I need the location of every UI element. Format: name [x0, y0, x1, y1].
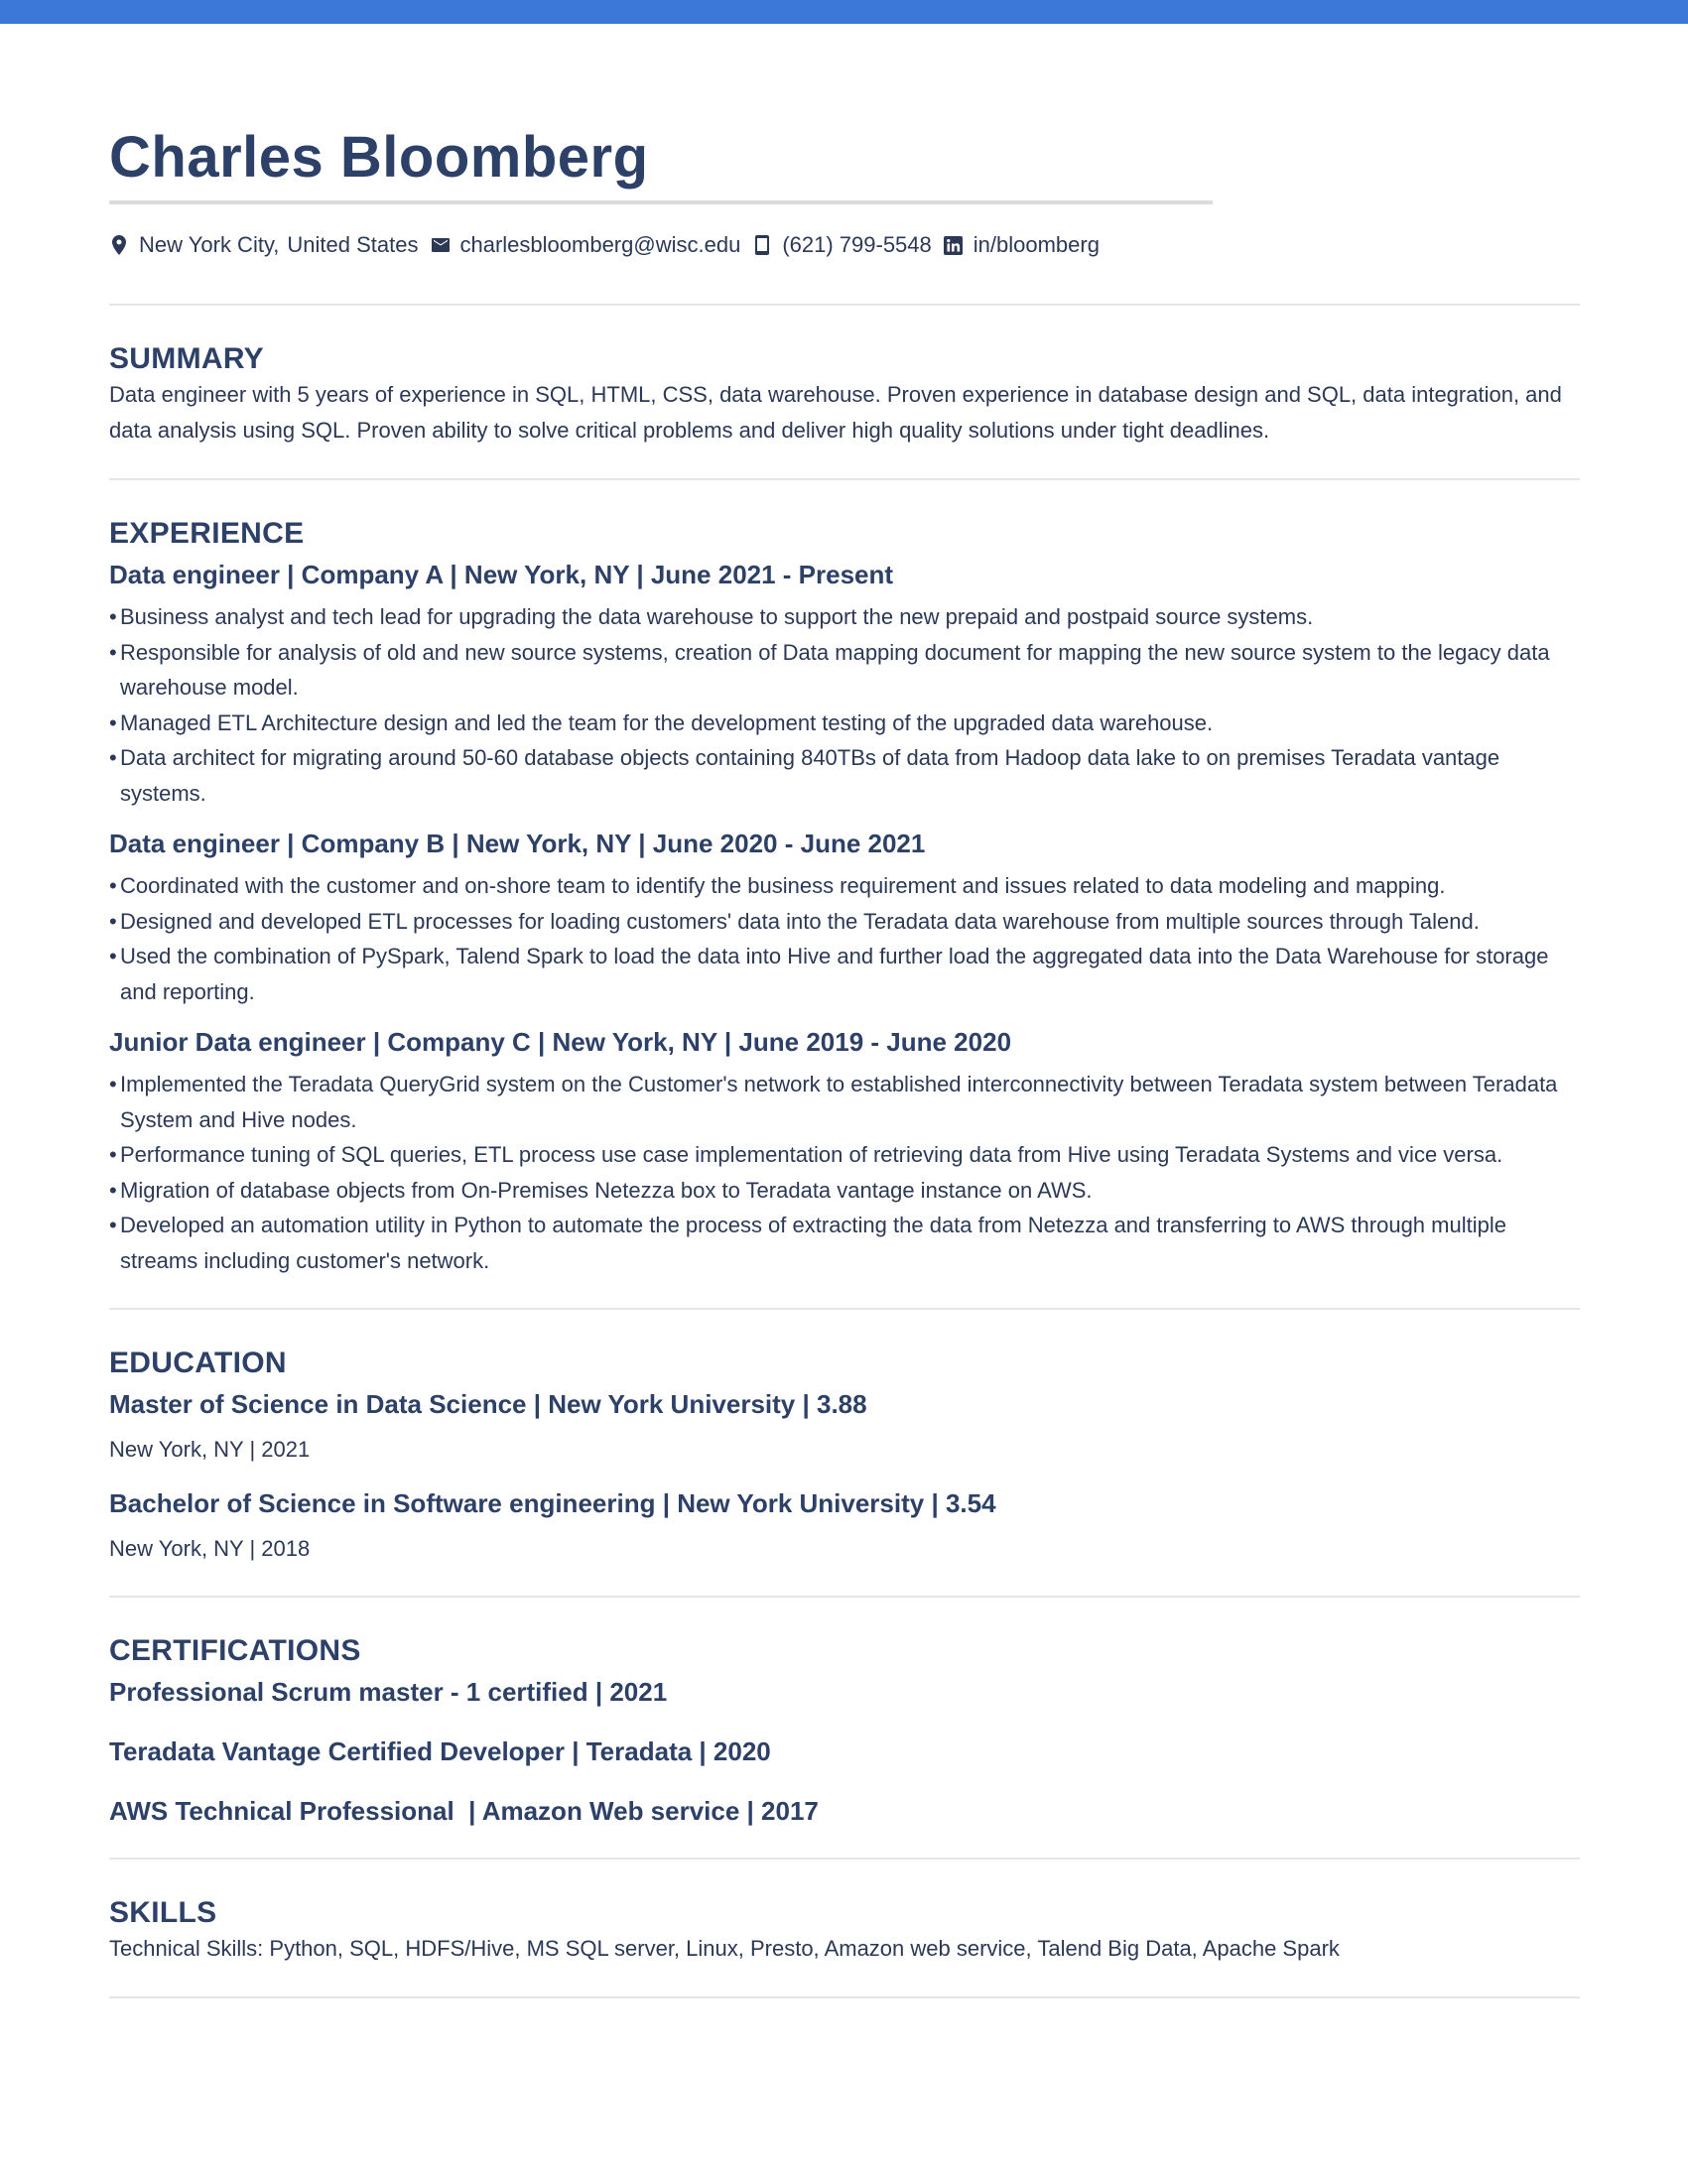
bullet-item: • Migration of database objects from On-Premises Netezza box to Teradata vantage instance on AWS.: [109, 1173, 1580, 1209]
top-accent-bar: [0, 0, 1688, 24]
email-link[interactable]: charlesbloomberg@wisc.edu: [459, 232, 741, 257]
section-divider: [109, 1996, 1580, 1998]
section-title-certifications: CERTIFICATIONS: [109, 1634, 361, 1667]
degree-heading: Bachelor of Science in Software engineering | New York University | 3.54: [109, 1488, 996, 1518]
certification-item: Professional Scrum master - 1 certified | 2021: [109, 1677, 668, 1707]
mail-icon: [431, 234, 451, 256]
job-entry: [109, 558, 1580, 811]
phone-icon: [752, 234, 772, 256]
bullet-item: • Business analyst and tech lead for upgrading the data warehouse to support the new prepaid and postpaid source systems.: [109, 599, 1580, 635]
resume-header: [109, 119, 1580, 260]
job-bullets: [109, 868, 1580, 1009]
degree-location-year: New York, NY | 2021: [109, 1437, 311, 1462]
certifications-section: [109, 1598, 1580, 1858]
contact-linkedin[interactable]: [944, 232, 1100, 258]
contact-location: [109, 232, 419, 258]
education-entry: [109, 1486, 1580, 1566]
education-section: [109, 1310, 1580, 1596]
section-title-experience: EXPERIENCE: [109, 517, 305, 550]
summary-text: Data engineer with 5 years of experience in SQL, HTML, CSS, data warehouse. Proven experience in database design and SQL, data integration, and data analysis using SQL. Proven ability to solve critical problems and deliver high quality solutions under tight deadlines.: [109, 382, 1562, 443]
education-entry: [109, 1387, 1580, 1467]
job-heading: Junior Data engineer | Company C | New York, NY | June 2019 - June 2020: [109, 1027, 1012, 1057]
job-heading: Data engineer | Company B | New York, NY | June 2020 - June 2021: [109, 829, 926, 858]
bullet-item: • Implemented the Teradata QueryGrid system on the Customer's network to established interconnectivity between Teradata system between Teradata System and Hive nodes.: [109, 1067, 1580, 1137]
job-entry: [109, 1025, 1580, 1278]
certification-item: Teradata Vantage Certified Developer | Teradata | 2020: [109, 1736, 771, 1766]
bullet-item: • Developed an automation utility in Python to automate the process of extracting the data from Netezza and transferring to AWS through multiple streams including customer's network.: [109, 1208, 1580, 1278]
bullet-item: • Designed and developed ETL processes for loading customers' data into the Teradata data warehouse from multiple sources through Talend.: [109, 904, 1580, 940]
linkedin-icon: [944, 234, 964, 256]
location-pin-icon: [109, 234, 129, 256]
degree-heading: Master of Science in Data Science | New York University | 3.88: [109, 1389, 867, 1419]
contact-phone[interactable]: [752, 232, 931, 258]
phone-number[interactable]: (621) 799-5548: [782, 232, 932, 257]
bullet-item: • Performance tuning of SQL queries, ETL process use case implementation of retrieving data from Hive using Teradata Systems and vice versa.: [109, 1137, 1580, 1173]
contact-line: [109, 230, 1580, 260]
bullet-item: • Coordinated with the customer and on-shore team to identify the business requirement and issues related to data modeling and mapping.: [109, 868, 1580, 904]
location-country: United States: [287, 232, 419, 257]
experience-section: [109, 480, 1580, 1308]
candidate-name: Charles Bloomberg: [109, 125, 649, 190]
section-title-summary: SUMMARY: [109, 342, 264, 375]
name-underline: [109, 200, 1213, 204]
skills-text: Technical Skills: Python, SQL, HDFS/Hive, MS SQL server, Linux, Presto, Amazon web service, Talend Big Data, Apache Spark: [109, 1936, 1340, 1961]
resume-page: [109, 119, 1580, 1998]
bullet-item: • Managed ETL Architecture design and led the team for the development testing of the upgraded data warehouse.: [109, 706, 1580, 741]
job-heading: Data engineer | Company A | New York, NY | June 2021 - Present: [109, 560, 894, 589]
linkedin-handle[interactable]: in/bloomberg: [973, 232, 1100, 257]
skills-section: [109, 1860, 1580, 1996]
job-bullets: [109, 1067, 1580, 1278]
bullet-item: • Used the combination of PySpark, Talend Spark to load the data into Hive and further load the aggregated data into the Data Warehouse for storage and reporting.: [109, 939, 1580, 1009]
section-title-education: EDUCATION: [109, 1347, 287, 1379]
contact-email[interactable]: [431, 232, 741, 258]
location-city: New York City,: [139, 232, 280, 257]
degree-location-year: New York, NY | 2018: [109, 1536, 311, 1561]
job-bullets: [109, 599, 1580, 811]
section-title-skills: SKILLS: [109, 1896, 217, 1929]
certifications-list: [109, 1675, 1580, 1828]
job-entry: [109, 827, 1580, 1009]
certification-item: AWS Technical Professional | Amazon Web service | 2017: [109, 1796, 819, 1826]
bullet-item: • Responsible for analysis of old and new source systems, creation of Data mapping document for mapping the new source system to the legacy data warehouse model.: [109, 635, 1580, 706]
bullet-item: • Data architect for migrating around 50-60 database objects containing 840TBs of data from Hadoop data lake to on premises Teradata vantage systems.: [109, 740, 1580, 811]
summary-section: [109, 306, 1580, 478]
